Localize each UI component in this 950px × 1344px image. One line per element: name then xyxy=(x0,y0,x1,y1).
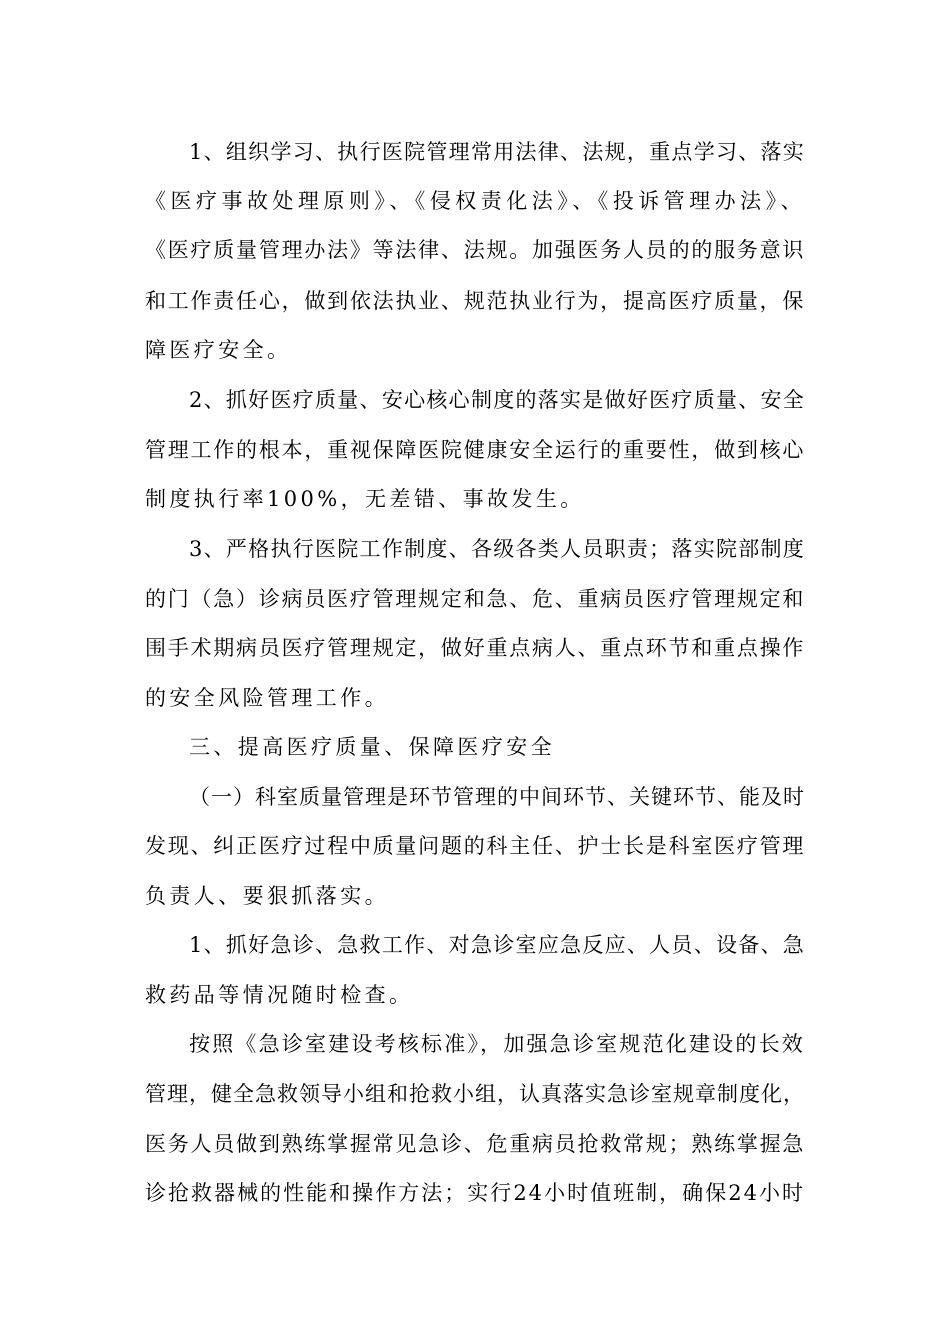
paragraph-line: 管理工作的根本，重视保障医院健康安全运行的重要性，做到核心 xyxy=(145,438,805,462)
paragraph-line: 障医疗安全。 xyxy=(145,338,292,362)
paragraph-line: 围手术期病员医疗管理规定，做好重点病人、重点环节和重点操作 xyxy=(145,636,805,660)
paragraph-line: 医务人员做到熟练掌握常见急诊、危重病员抢救常规；熟练掌握急 xyxy=(145,1132,805,1156)
paragraph-line: 的安全风险管理工作。 xyxy=(145,686,389,710)
paragraph-line: 的门（急）诊病员医疗管理规定和急、危、重病员医疗管理规定和 xyxy=(145,587,805,611)
paragraph-line: 救药品等情况随时检查。 xyxy=(145,983,414,1007)
paragraph-line: 2、抓好医疗质量、安心核心制度的落实是做好医疗质量、安全 xyxy=(189,388,805,412)
paragraph-line: 3、严格执行医院工作制度、各级各类人员职责；落实院部制度 xyxy=(189,537,805,561)
paragraph-line: 制度执行率100%，无差错、事故发生。 xyxy=(145,487,585,511)
paragraph-line: 1、组织学习、执行医院管理常用法律、法规，重点学习、落实 xyxy=(189,140,805,164)
paragraph-line: 诊抢救器械的性能和操作方法；实行24小时值班制，确保24小时 xyxy=(145,1181,805,1205)
paragraph-line: 1、抓好急诊、急救工作、对急诊室应急反应、人员、设备、急 xyxy=(189,933,805,957)
paragraph-line: 《医疗质量管理办法》等法律、法规。加强医务人员的的服务意识 xyxy=(145,238,805,262)
paragraph-line: 管理，健全急救领导小组和抢救小组，认真落实急诊室规章制度化， xyxy=(145,1082,805,1106)
paragraph-line: 按照《急诊室建设考核标准》，加强急诊室规范化建设的长效 xyxy=(189,1032,805,1056)
paragraph-line: 和工作责任心，做到依法执业、规范执业行为，提高医疗质量，保 xyxy=(145,289,805,313)
paragraph-line: 负责人、要狠抓落实。 xyxy=(145,884,389,908)
paragraph-line: 《医疗事故处理原则》、《侵权责化法》、《投诉管理办法》、 xyxy=(145,189,805,213)
section-heading: 三、提高医疗质量、保障医疗安全 xyxy=(189,735,555,759)
paragraph-line: （一）科室质量管理是环节管理的中间环节、关键环节、能及时 xyxy=(189,785,805,809)
paragraph-line: 发现、纠正医疗过程中质量问题的科主任、护士长是科室医疗管理 xyxy=(145,834,805,858)
